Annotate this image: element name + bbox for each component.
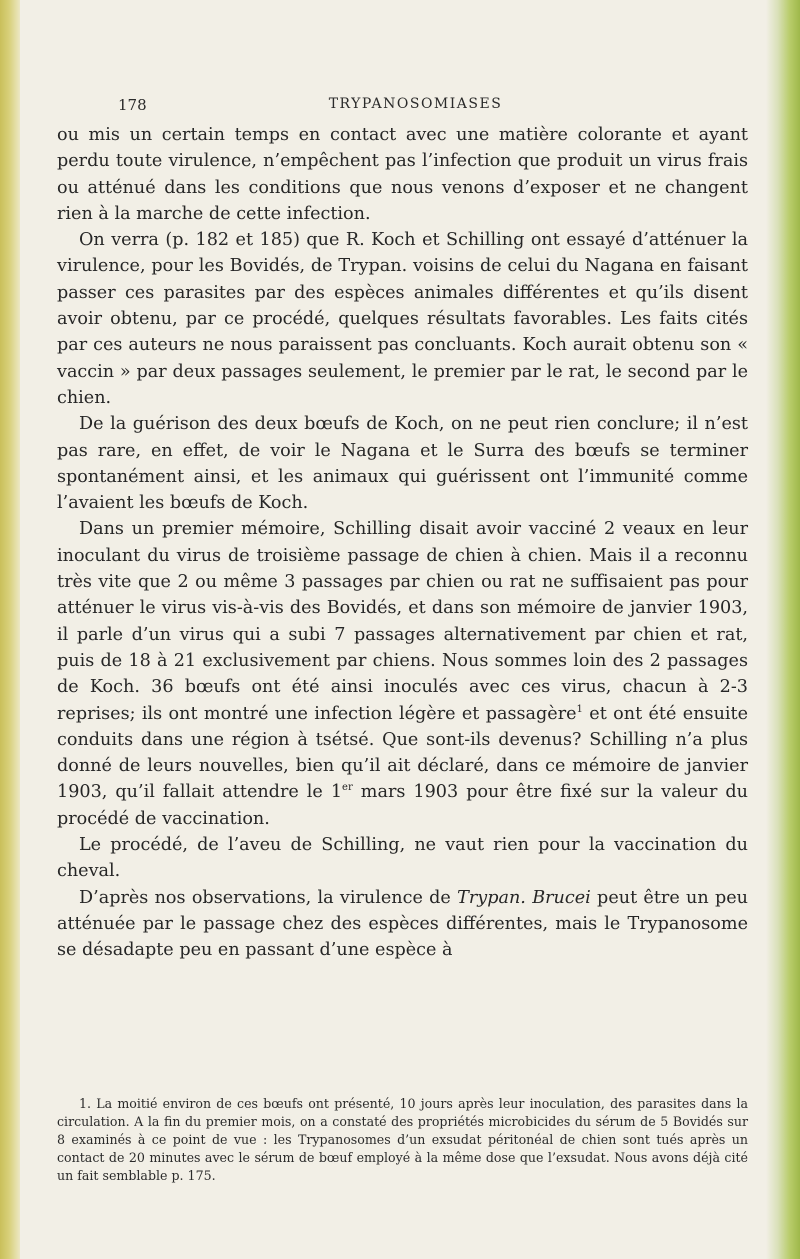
page-number: 178 (118, 96, 147, 114)
footnote-1: 1. La moitié environ de ces bœufs ont présenté, 10 jours après leur inoculation, des parasites dans la circulation. A la fin du premier mois, on a constaté des propriétés microbicides du sérum de 5 Bovidés sur 8 examinés à ce point de vue : les Trypanosomes d’un exsudat péritonéal de chien sont tués après un contact de 20 minutes avec le sérum de bœuf employé à la même dose que l’exsudat. Nous avons déjà cité un fait semblable p. 175. (57, 1096, 748, 1183)
ordinal-superscript: er (342, 782, 353, 794)
running-title: TRYPANOSOMIASES (328, 96, 503, 112)
page-spine-edge (0, 0, 20, 1259)
paragraph-4-part-b: et ont été ensuite conduits dans une région à tsétsé. Que sont-ils devenus? Schilling n’a plus donné de leurs nouvelles, bien qu’il ait déclaré, dans ce mémoire de janvier 1903, qu’il fallait attendre le 1 (57, 703, 749, 803)
paragraph-5: Le procédé, de l’aveu de Schilling, ne vaut rien pour la vaccination du cheval. (57, 835, 748, 882)
paragraph-6 (57, 885, 748, 964)
page-header (118, 96, 713, 118)
species-name-italic: Trypan. Brucei (457, 887, 591, 908)
paragraph-6-part-b: peut être un peu atténuée par le passage chez des espèces différentes, mais le Trypanosome se désadapte peu en passant d’une espèce à (57, 887, 748, 961)
paragraph-4-part-c: mars 1903 pour être fixé sur la valeur du procédé de vaccination. (57, 782, 748, 829)
page-right-edge (766, 0, 800, 1259)
footnotes (57, 1095, 748, 1185)
paragraph-3: De la guérison des deux bœufs de Koch, on ne peut rien conclure; il n’est pas rare, en effet, de voir le Nagana et le Surra des bœufs se terminer spontanément ainsi, et les animaux qui guérissent ont l’immunité comme l’avaient les bœufs de Koch. (57, 414, 748, 514)
paragraph-1: ou mis un certain temps en contact avec une matière colorante et ayant perdu toute virulence, n’empêchent pas l’infection que produit un virus frais ou atténué dans les conditions que nous venons d’exposer et ne changent rien à la marche de cette infection. (57, 125, 748, 224)
paragraph-4-part-a: Dans un premier mémoire, Schilling disait avoir vacciné 2 veaux en leur inoculant du virus de troisième passage de chien à chien. Mais il a reconnu très vite que 2 ou même 3 passages par chien ou rat ne suffisaient pas pour atténuer le virus vis-à-vis des Bovidés, et dans son mémoire de janvier 1903, il parle d’un virus qui a subi 7 passages alternativement par chien et rat, puis de 18 à 21 exclusivement par chiens. Nous sommes loin des 2 passages de Koch. 36 bœufs ont été ainsi inoculés avec ces virus, chacun à 2-3 reprises; ils ont montré une infection légère et passagère (57, 519, 748, 724)
paragraph-4 (57, 516, 748, 832)
body-text (57, 122, 748, 964)
paragraph-2: On verra (p. 182 et 185) que R. Koch et Schilling ont essayé d’atténuer la virulence, pour les Bovidés, de Trypan. voisins de celui du Nagana en faisant passer ces parasites par des espèces animales différentes et qu’ils disent avoir obtenu, par ce procédé, quelques résultats favorables. Les faits cités par ces auteurs ne nous paraissent pas concluants. Koch aurait obtenu son « vaccin » par deux passages seulement, le premier par le rat, le second par le chien. (57, 230, 748, 408)
paragraph-6-part-a: D’après nos observations, la virulence de (79, 887, 458, 908)
footnote-marker: 1 (576, 703, 583, 715)
